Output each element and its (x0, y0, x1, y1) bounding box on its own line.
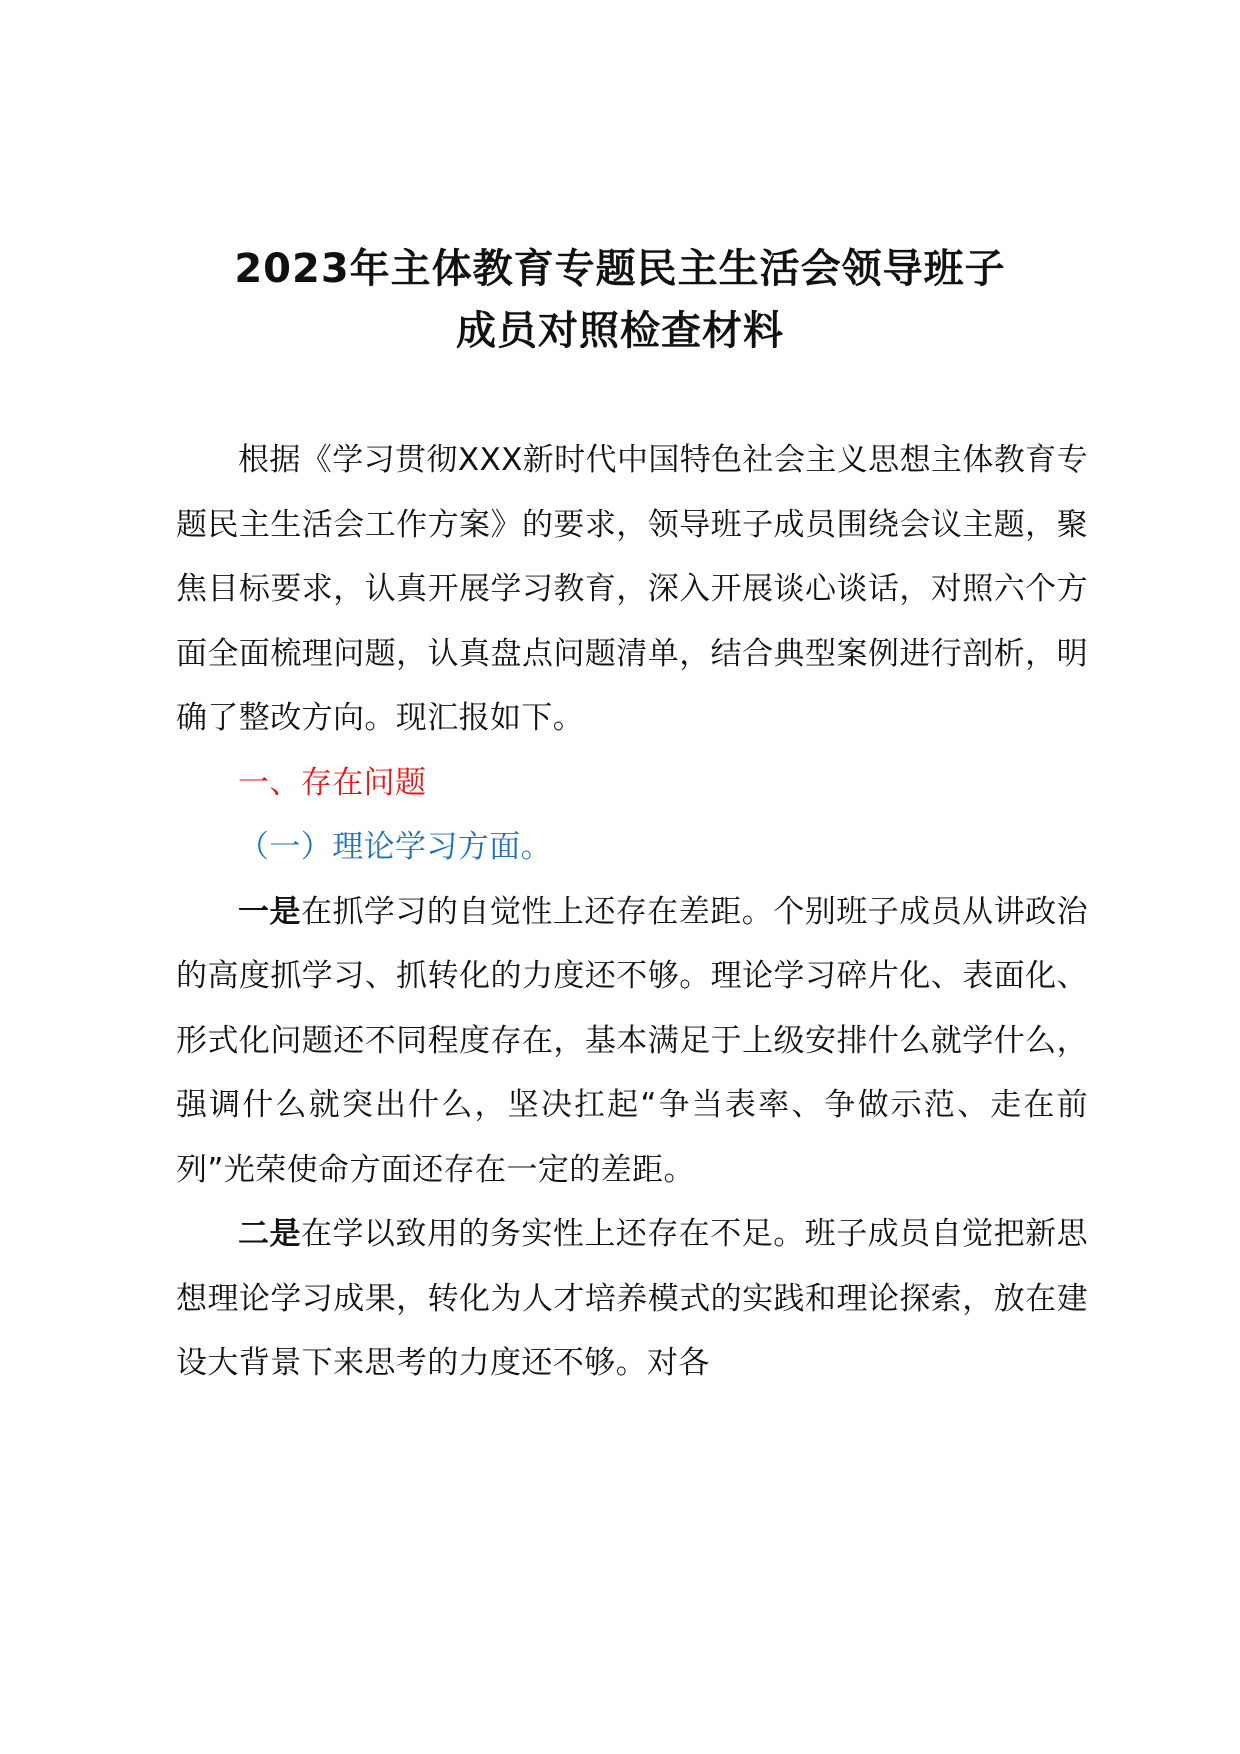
item-paragraph-2 (176, 1202, 1088, 1396)
subsection-heading-theory-study: （一）理论学习方面。 (238, 829, 552, 865)
item-1-lead: 一是 (238, 893, 301, 930)
item-2-lead: 二是 (238, 1216, 301, 1252)
item-paragraph-1 (176, 880, 1088, 1203)
item-1-text: 在抓学习的自觉性上还存在差距。个别班子成员从讲政治的高度抓学习、抓转化的力度还不够。理论学习碎片化、表面化、形式化问题还不同程度存在，基本满足于上级安排什么就学什么，强调什么就突出什么，坚决扛起“争当表率、争做示范、走在前列”光荣使命方面还存在一定的差距。 (176, 893, 1088, 1188)
document-title (160, 238, 1080, 362)
title-line-2: 成员对照检查材料 (456, 308, 784, 354)
item-2-text: 在学以致用的务实性上还存在不足。班子成员自觉把新思想理论学习成果，转化为人才培养模式的实践和理论探索，放在建设大背景下来思考的力度还不够。对各 (176, 1216, 1088, 1381)
title-line-1: 2023年主体教育专题民主生活会领导班子 (234, 246, 1006, 292)
section-heading-problems: 一、存在问题 (238, 764, 427, 801)
intro-paragraph: 根据《学习贯彻XXX新时代中国特色社会主义思想主体教育专题民主生活会工作方案》的要求，领导班子成员围绕会议主题，聚焦目标要求，认真开展学习教育，深入开展谈心谈话，对照六个方面全面梳理问题，认真盘点问题清单，结合典型案例进行剖析，明确了整改方向。现汇报如下。 (176, 442, 1088, 736)
document-body (176, 428, 1088, 1396)
